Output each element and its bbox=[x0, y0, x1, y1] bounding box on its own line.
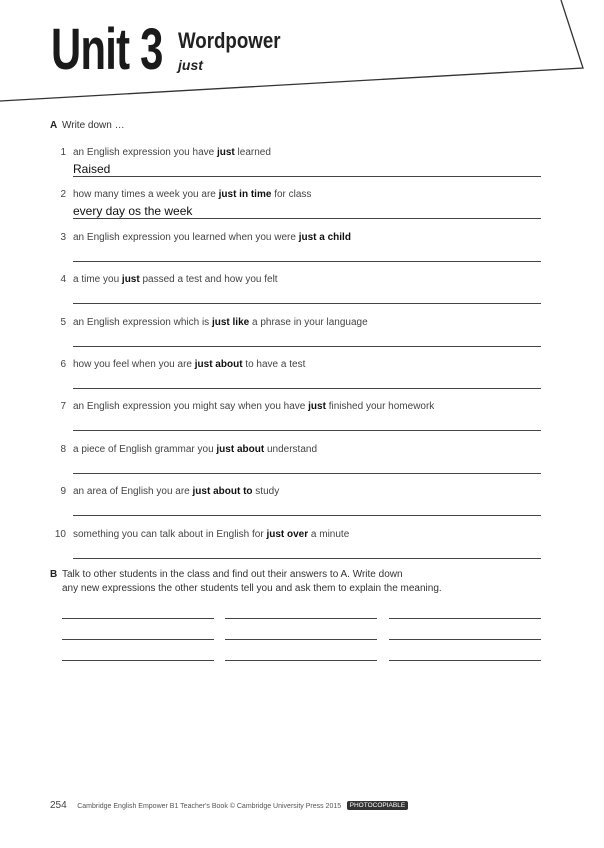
question-text bbox=[73, 189, 311, 200]
question-text-post: finished your homework bbox=[325, 401, 435, 413]
question-keyword: just about bbox=[216, 443, 265, 455]
answer-line[interactable] bbox=[73, 176, 541, 177]
answer-line[interactable] bbox=[73, 346, 541, 347]
question-number: 6 bbox=[60, 359, 66, 370]
question-text bbox=[73, 486, 279, 497]
section-b-instruction bbox=[62, 568, 442, 596]
question-text-pre: an English expression you might say when you have bbox=[73, 401, 309, 413]
section-b-write-line[interactable] bbox=[389, 660, 541, 661]
question-text-pre: a piece of English grammar you bbox=[73, 443, 217, 455]
question-number: 9 bbox=[60, 486, 66, 498]
question-keyword: just in time bbox=[218, 189, 272, 201]
question-number: 10 bbox=[54, 528, 66, 540]
section-b-line-1: Talk to other students in the class and find out their answers to A. Write down bbox=[62, 569, 403, 580]
question-text-post: for class bbox=[271, 189, 312, 201]
wordpower-title: Wordpower bbox=[178, 28, 281, 53]
question-text-pre: something you can talk about in English for bbox=[73, 528, 267, 540]
question-text bbox=[73, 359, 305, 370]
question-text-pre: an English expression you have bbox=[73, 147, 217, 158]
question-number: 4 bbox=[60, 274, 66, 286]
question-number: 7 bbox=[60, 401, 66, 413]
question-text bbox=[73, 401, 434, 412]
section-b-write-line[interactable] bbox=[225, 639, 377, 640]
answer-line[interactable] bbox=[73, 388, 541, 389]
question-text-post: a minute bbox=[308, 528, 350, 540]
answer-line[interactable] bbox=[73, 261, 541, 262]
question-text-pre: a time you bbox=[73, 274, 122, 286]
question-text-post: learned bbox=[234, 147, 271, 158]
question-text bbox=[73, 529, 349, 540]
answer-line[interactable] bbox=[73, 515, 541, 516]
question-number: 3 bbox=[60, 231, 66, 243]
question-keyword: just over bbox=[266, 528, 309, 540]
question-text-post: study bbox=[252, 486, 280, 498]
question-keyword: just like bbox=[211, 316, 250, 328]
question-text-post: to have a test bbox=[242, 359, 306, 370]
section-b-write-line[interactable] bbox=[389, 618, 541, 619]
answer-line[interactable] bbox=[73, 303, 541, 304]
page-footer bbox=[50, 800, 408, 811]
question-text bbox=[73, 444, 317, 455]
photocopiable-badge: PHOTOCOPIABLE bbox=[347, 801, 409, 810]
page-number: 254 bbox=[50, 800, 67, 811]
question-text-pre: how many times a week you are bbox=[73, 189, 219, 201]
question-number: 2 bbox=[60, 189, 66, 201]
section-a-instruction: Write down … bbox=[62, 120, 125, 131]
answer-text[interactable]: every day os the week bbox=[73, 204, 193, 219]
question-text-pre: an area of English you are bbox=[73, 486, 193, 498]
question-number: 1 bbox=[60, 147, 66, 158]
answer-line[interactable] bbox=[73, 473, 541, 474]
question-text bbox=[73, 274, 278, 285]
answer-line[interactable] bbox=[73, 558, 541, 559]
question-number: 8 bbox=[60, 443, 66, 455]
question-text-pre: an English expression you learned when you were bbox=[73, 231, 299, 243]
question-keyword: just about to bbox=[192, 486, 253, 498]
question-text-pre: an English expression which is bbox=[73, 316, 212, 328]
section-b-letter: B bbox=[50, 569, 58, 580]
wordpower-subtitle: just bbox=[178, 57, 203, 73]
question-number: 5 bbox=[60, 316, 66, 328]
question-text-post: understand bbox=[264, 443, 318, 455]
answer-line[interactable] bbox=[73, 218, 541, 219]
answer-line[interactable] bbox=[73, 430, 541, 431]
unit-title: Unit 3 bbox=[51, 17, 163, 82]
section-b-line-2: any new expressions the other students tell you and ask them to explain the meaning. bbox=[62, 583, 442, 594]
question-text-post: a phrase in your language bbox=[249, 316, 368, 328]
question-text bbox=[73, 317, 368, 328]
section-a-letter: A bbox=[50, 120, 58, 131]
question-keyword: just bbox=[308, 401, 326, 413]
section-b-write-line[interactable] bbox=[62, 660, 214, 661]
section-b-write-line[interactable] bbox=[62, 639, 214, 640]
question-keyword: just about bbox=[194, 359, 243, 370]
section-b-write-line[interactable] bbox=[225, 660, 377, 661]
question-text bbox=[73, 232, 351, 243]
section-b-write-line[interactable] bbox=[225, 618, 377, 619]
section-b-write-line[interactable] bbox=[62, 618, 214, 619]
question-keyword: just bbox=[121, 274, 140, 286]
section-b-write-line[interactable] bbox=[389, 639, 541, 640]
question-text-pre: how you feel when you are bbox=[73, 359, 195, 370]
question-keyword: just a child bbox=[298, 231, 351, 243]
answer-text[interactable]: Raised bbox=[73, 162, 111, 176]
question-keyword: just bbox=[216, 147, 235, 158]
question-text-post: passed a test and how you felt bbox=[139, 274, 278, 286]
question-text bbox=[73, 147, 271, 158]
copyright-text: Cambridge English Empower B1 Teacher's Book © Cambridge University Press 2015 bbox=[77, 803, 342, 810]
